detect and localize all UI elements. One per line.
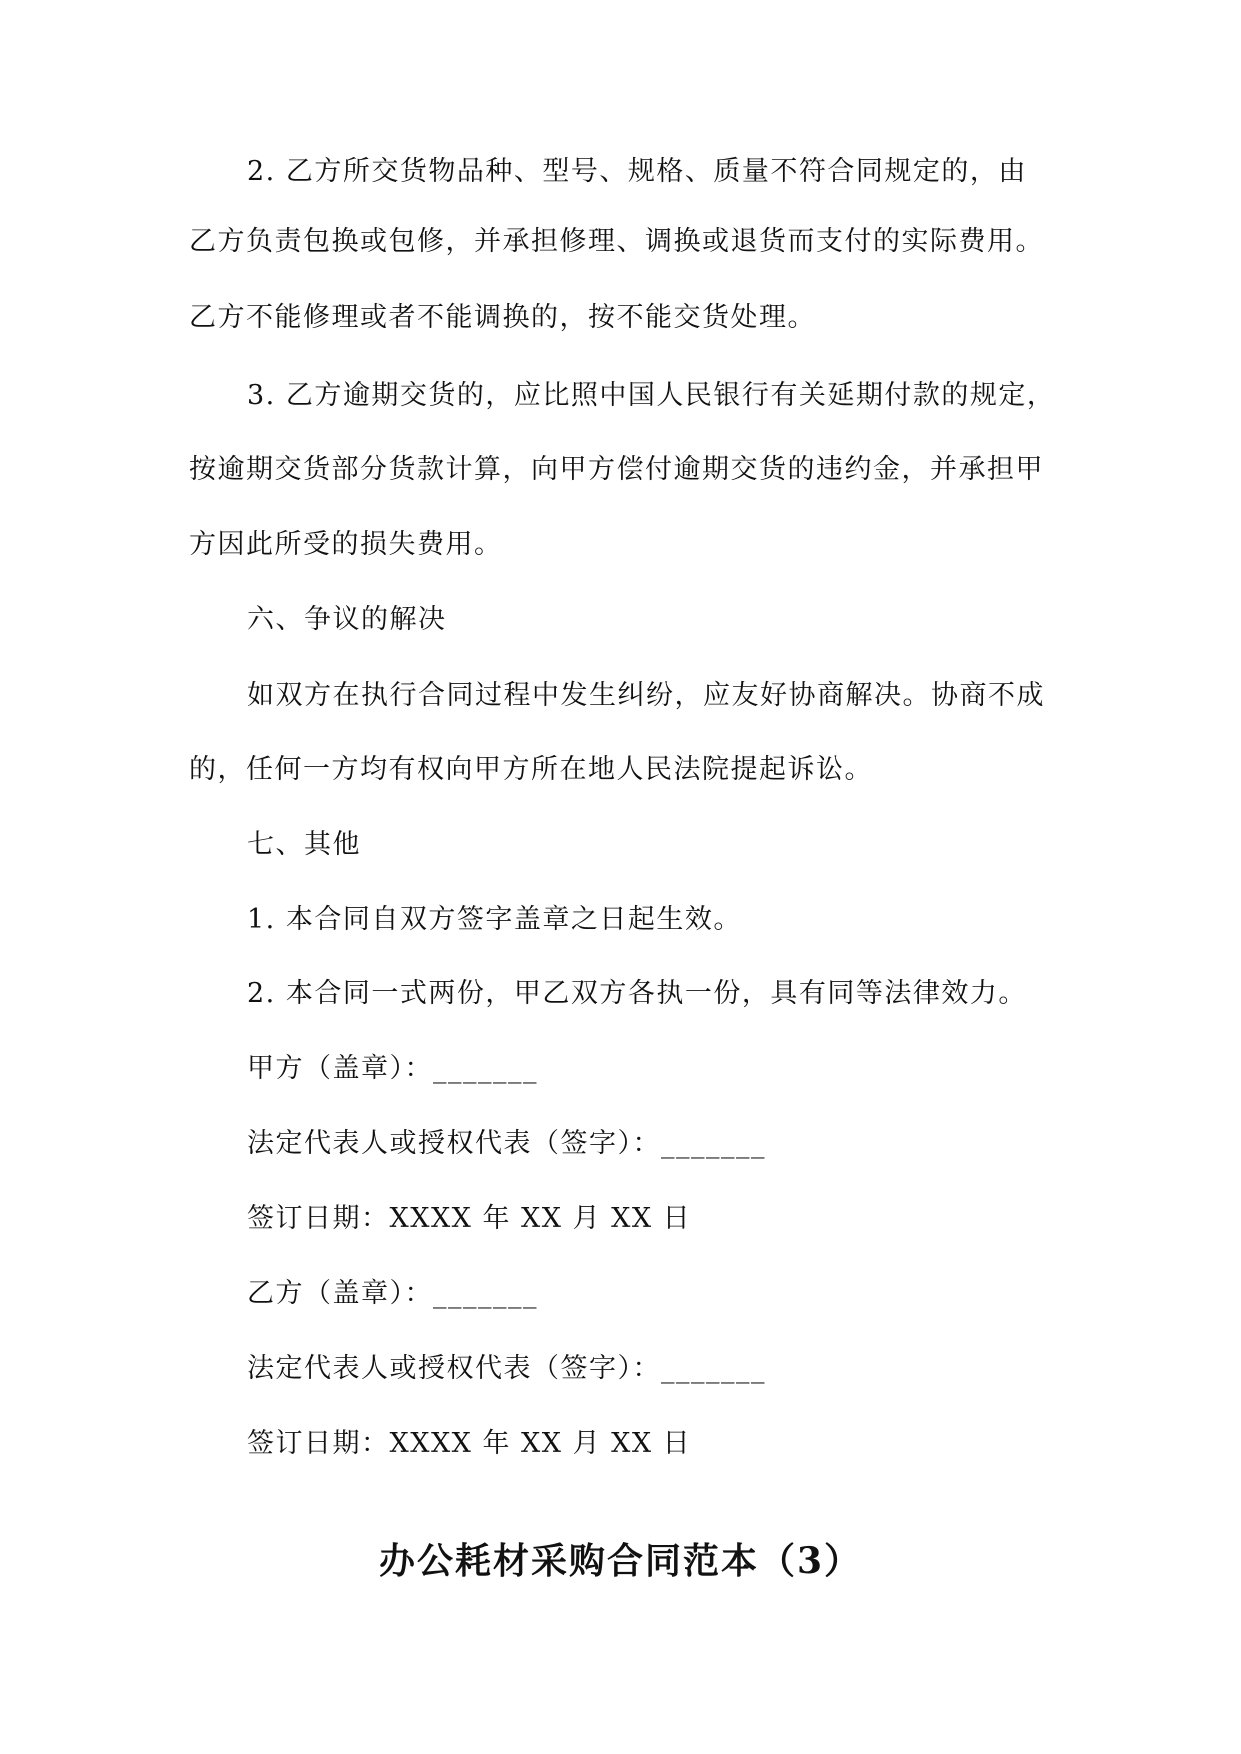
paragraph-line: 如双方在执行合同过程中发生纠纷，应友好协商解决。协商不成 [247,680,1045,711]
paragraph-line: 乙方负责包换或包修，并承担修理、调换或退货而支付的实际费用。 [189,226,1044,257]
paragraph-line: 的，任何一方均有权向甲方所在地人民法院提起诉讼。 [189,754,873,785]
paragraph-line: 3. 乙方逾期交货的，应比照中国人民银行有关延期付款的规定， [247,380,1056,411]
paragraph-line: 乙方不能修理或者不能调换的，按不能交货处理。 [189,302,816,333]
signature-line-party-a-rep: 法定代表人或授权代表（签字）：_______ [247,1128,766,1159]
paragraph-line: 2. 乙方所交货物品种、型号、规格、质量不符合同规定的，由 [247,156,1027,187]
signature-line-party-b-seal: 乙方（盖章）：_______ [247,1278,538,1309]
section-heading: 七、其他 [247,829,361,860]
paragraph-line: 2. 本合同一式两份，甲乙双方各执一份，具有同等法律效力。 [247,978,1027,1009]
paragraph-line: 方因此所受的损失费用。 [189,529,503,560]
signature-line-party-a-seal: 甲方（盖章）：_______ [247,1053,538,1084]
signature-line-party-b-rep: 法定代表人或授权代表（签字）：_______ [247,1353,766,1384]
paragraph-line: 1. 本合同自双方签字盖章之日起生效。 [247,904,742,935]
paragraph-line: 按逾期交货部分货款计算，向甲方偿付逾期交货的违约金，并承担甲 [189,454,1044,485]
section-heading: 六、争议的解决 [247,604,447,635]
signature-line-party-a-date: 签订日期：XXXX 年 XX 月 XX 日 [247,1203,692,1234]
next-section-title: 办公耗材采购合同范本（3） [378,1540,863,1582]
signature-line-party-b-date: 签订日期：XXXX 年 XX 月 XX 日 [247,1428,692,1459]
